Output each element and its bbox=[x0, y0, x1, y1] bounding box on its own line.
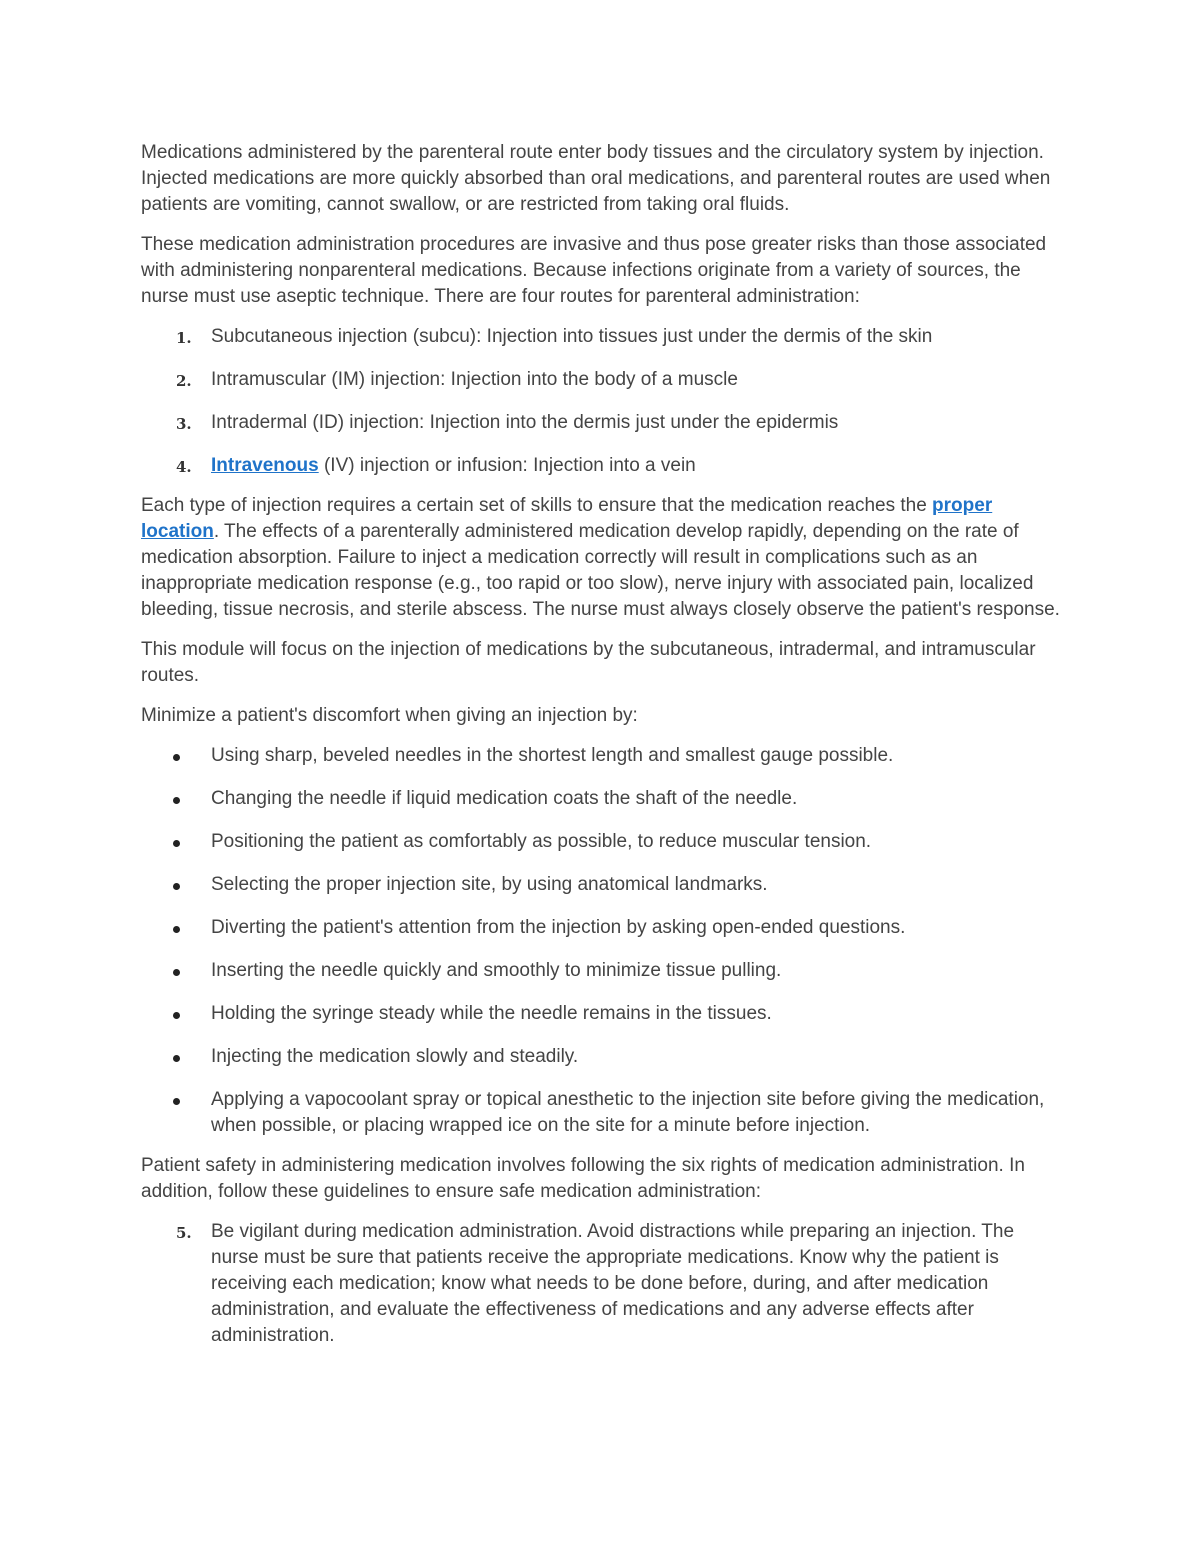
proper-location-link[interactable]: proper location bbox=[141, 495, 993, 542]
list-item bbox=[141, 743, 1066, 769]
list-number: 3. bbox=[176, 415, 192, 433]
list-item-text: Applying a vapocoolant spray or topical anesthetic to the injection site before giving the medication, when possible, or placing wrapped ice on the site for a minute before injection. bbox=[211, 1089, 1045, 1136]
list-item bbox=[141, 367, 1066, 393]
list-item-text: Injecting the medication slowly and steadily. bbox=[211, 1046, 579, 1067]
list-item-text: Holding the syringe steady while the needle remains in the tissues. bbox=[211, 1003, 772, 1024]
list-item-text: Diverting the patient's attention from the injection by asking open-ended questions. bbox=[211, 917, 906, 938]
routes-list bbox=[141, 324, 1066, 479]
skills-paragraph bbox=[141, 493, 1066, 623]
bullet-icon bbox=[173, 1055, 180, 1062]
list-item bbox=[141, 324, 1066, 350]
list-item-text: Inserting the needle quickly and smoothly to minimize tissue pulling. bbox=[211, 960, 782, 981]
list-item bbox=[141, 872, 1066, 898]
list-item-text: Selecting the proper injection site, by using anatomical landmarks. bbox=[211, 874, 768, 895]
list-number: 2. bbox=[176, 372, 192, 390]
list-item bbox=[141, 915, 1066, 941]
bullet-icon bbox=[173, 797, 180, 804]
bullet-icon bbox=[173, 1098, 180, 1105]
list-item bbox=[141, 410, 1066, 436]
safety-list bbox=[141, 1219, 1066, 1349]
discomfort-list bbox=[141, 743, 1066, 1139]
list-number: 4. bbox=[176, 458, 192, 476]
bullet-icon bbox=[173, 969, 180, 976]
intravenous-link[interactable]: Intravenous bbox=[211, 455, 319, 476]
list-item-text: Intramuscular (IM) injection: Injection into the body of a muscle bbox=[211, 369, 738, 390]
list-item-text: Positioning the patient as comfortably as possible, to reduce muscular tension. bbox=[211, 831, 872, 852]
list-item bbox=[141, 958, 1066, 984]
safety-intro: Patient safety in administering medication involves following the six rights of medication administration. In addition, follow these guidelines to ensure safe medication administration: bbox=[141, 1155, 1025, 1202]
list-item-text: Subcutaneous injection (subcu): Injection into tissues just under the dermis of the skin bbox=[211, 326, 933, 347]
list-item-text: (IV) injection or infusion: Injection into a vein bbox=[318, 455, 696, 476]
document-page bbox=[141, 140, 1066, 1366]
module-focus-paragraph: This module will focus on the injection of medications by the subcutaneous, intradermal, and intramuscular routes. bbox=[141, 639, 1036, 686]
bullet-icon bbox=[173, 1012, 180, 1019]
bullet-icon bbox=[173, 883, 180, 890]
list-item bbox=[141, 829, 1066, 855]
list-item-text: Be vigilant during medication administration. Avoid distractions while preparing an injection. The nurse must be sure that patients receive the appropriate medications. Know why the patient is receiving each medication; know what needs to be done before, during, and after medication administration, and evaluate the effectiveness of medications and any adverse effects after administration. bbox=[211, 1221, 1015, 1346]
skills-text-before: Each type of injection requires a certain set of skills to ensure that the medication reaches the bbox=[141, 495, 933, 516]
list-number: 5. bbox=[176, 1224, 192, 1242]
list-item-text: Using sharp, beveled needles in the shortest length and smallest gauge possible. bbox=[211, 745, 894, 766]
list-item bbox=[141, 1219, 1066, 1349]
list-item-text: Changing the needle if liquid medication coats the shaft of the needle. bbox=[211, 788, 798, 809]
list-item bbox=[141, 1001, 1066, 1027]
risk-paragraph: These medication administration procedures are invasive and thus pose greater risks than those associated with administering nonparenteral medications. Because infections originate from a variety of sources, the nurse must use aseptic technique. There are four routes for parenteral administration: bbox=[141, 234, 1047, 307]
list-item bbox=[141, 786, 1066, 812]
list-item bbox=[141, 1087, 1066, 1139]
list-item-text: Intradermal (ID) injection: Injection into the dermis just under the epidermis bbox=[211, 412, 839, 433]
bullet-icon bbox=[173, 926, 180, 933]
list-item bbox=[141, 453, 1066, 479]
intro-paragraph: Medications administered by the parenteral route enter body tissues and the circulatory system by injection. Injected medications are more quickly absorbed than oral medications, and parenteral routes are used when patients are vomiting, cannot swallow, or are restricted from taking oral fluids. bbox=[141, 142, 1051, 215]
skills-text-after: . The effects of a parenterally administered medication develop rapidly, depending on the rate of medication absorption. Failure to inject a medication correctly will result in complications such as an inappropriate medication response (e.g., too rapid or too slow), nerve injury with associated pain, localized bleeding, tissue necrosis, and sterile abscess. The nurse must always closely observe the patient's response. bbox=[141, 521, 1060, 620]
list-item bbox=[141, 1044, 1066, 1070]
list-number: 1. bbox=[176, 329, 192, 347]
bullet-icon bbox=[173, 754, 180, 761]
discomfort-intro: Minimize a patient's discomfort when giving an injection by: bbox=[141, 705, 638, 726]
bullet-icon bbox=[173, 840, 180, 847]
